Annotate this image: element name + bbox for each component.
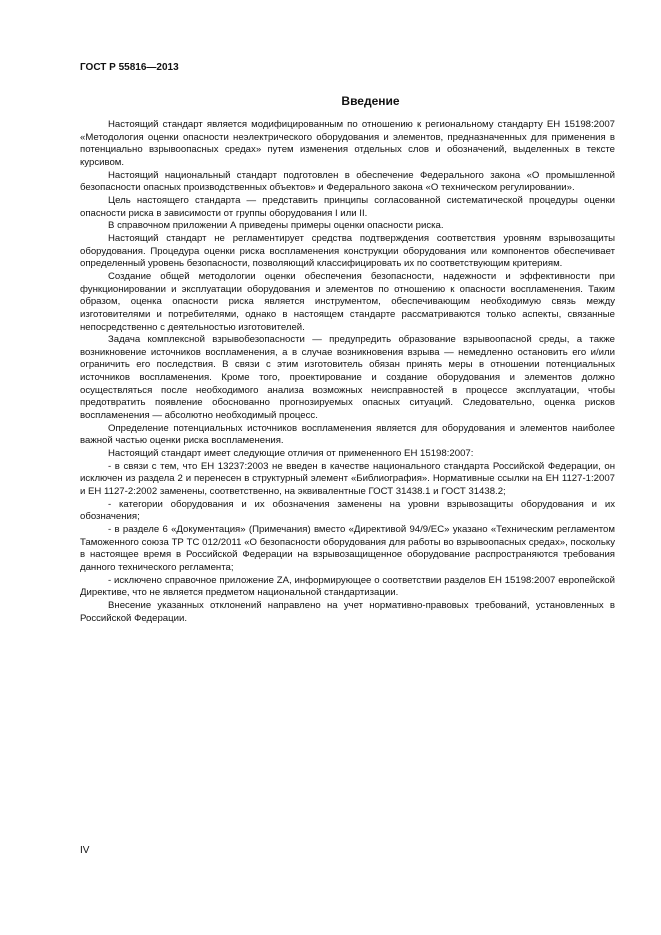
section-title: Введение [341, 94, 400, 108]
paragraph: Настоящий национальный стандарт подготовлен в обеспечение Федерального закона «О промышленной безопасности опасных производственных объектов» и Федерального закона «О техническом регулировании». [80, 169, 615, 194]
paragraph: Настоящий стандарт является модифицированным по отношению к региональному стандарту ЕН 15198:2007 «Методология оценки опасности неэлектрического оборудования и элементов, предназначенных для применения в потенциально взрывоопасных средах» путем изменения отдельных слов и обозначений, выделенных в тексте курсивом. [80, 119, 615, 168]
closing-paragraph: Внесение указанных отклонений направлено на учет нормативно-правовых требований, установленных в Российской Федерации. [80, 599, 615, 624]
document-body [80, 119, 615, 625]
page-number: IV [80, 845, 90, 856]
paragraph: Настоящий стандарт имеет следующие отличия от примененного ЕН 15198:2007: [108, 448, 474, 460]
list-item: - исключено справочное приложение ZA, информирующее о соответствии разделов ЕН 15198:2007 европейской Директиве, что не является предметом национальной стандартизации. [80, 574, 615, 599]
document-code-header: ГОСТ Р 55816—2013 [80, 62, 179, 73]
paragraph: Определение потенциальных источников воспламенения является для оборудования и элементов наиболее важной частью оценки риска воспламенения. [80, 422, 615, 447]
list-item: - в разделе 6 «Документация» (Примечания) вместо «Директивой 94/9/ЕС» указано «Техническим регламентом Таможенного союза ТР ТС 012/2011 «О безопасности оборудования для работы во взрывоопасных средах», поскольку в настоящее время в Российской Федерации на взрывозащищенное оборудование распространяются требования данного технического регламента; [80, 524, 615, 573]
list-item: - категории оборудования и их обозначения заменены на уровни взрывозащиты оборудования и их обозначения; [80, 498, 615, 523]
list-item: - в связи с тем, что ЕН 13237:2003 не введен в качестве национального стандарта Российской Федерации, он исключен из раздела 2 и перенесен в структурный элемент «Библиография». Нормативные ссылки на ЕН 1127-1:2007 и ЕН 1127-2:2002 заменены, соответственно, на эквивалентные ГОСТ 31438.1 и ГОСТ 31438.2; [80, 460, 615, 498]
paragraph: Цель настоящего стандарта — представить принципы согласованной систематической процедуры оценки опасности риска в зависимости от группы оборудования I или II. [80, 194, 615, 219]
paragraph: Создание общей методологии оценки обеспечения безопасности, надежности и эффективности при функционировании и эксплуатации оборудования и элементов по отношению к опасности воспламенения. Таким образом, оценка опасности риска является инструментом, обеспечивающим необходимую связь между изготовителями и потребителями, однако в настоящем стандарте рассматриваются только аспекты, связанные непосредственно с деятельностью изготовителей. [80, 270, 615, 333]
paragraph: Настоящий стандарт не регламентирует средства подтверждения соответствия уровням взрывозащиты оборудования. Процедура оценки риска воспламенения конструкции оборудования или компонентов обеспечивает определенный уровень безопасности, позволяющий классифицировать их по соответствующим критериям. [80, 232, 615, 270]
paragraph: В справочном приложении А приведены примеры оценки опасности риска. [108, 220, 444, 232]
paragraph: Задача комплексной взрывобезопасности — предупредить образование взрывоопасной среды, а также возникновение источников воспламенения, а в случае возникновения взрыва — немедленно остановить его и/или ограничить его последствия. В связи с этим изготовитель обязан принять меры в отношении потенциальных источников воспламенения. Кроме того, проектирование и создание оборудования и элементов должно осуществляться после необходимого анализа возможных неисправностей в процессе эксплуатации, чтобы предотвратить появление обоснованно прогнозируемых опасных ситуаций. Следовательно, оценка рисков воспламенения — абсолютно необходимый процесс. [80, 334, 615, 422]
